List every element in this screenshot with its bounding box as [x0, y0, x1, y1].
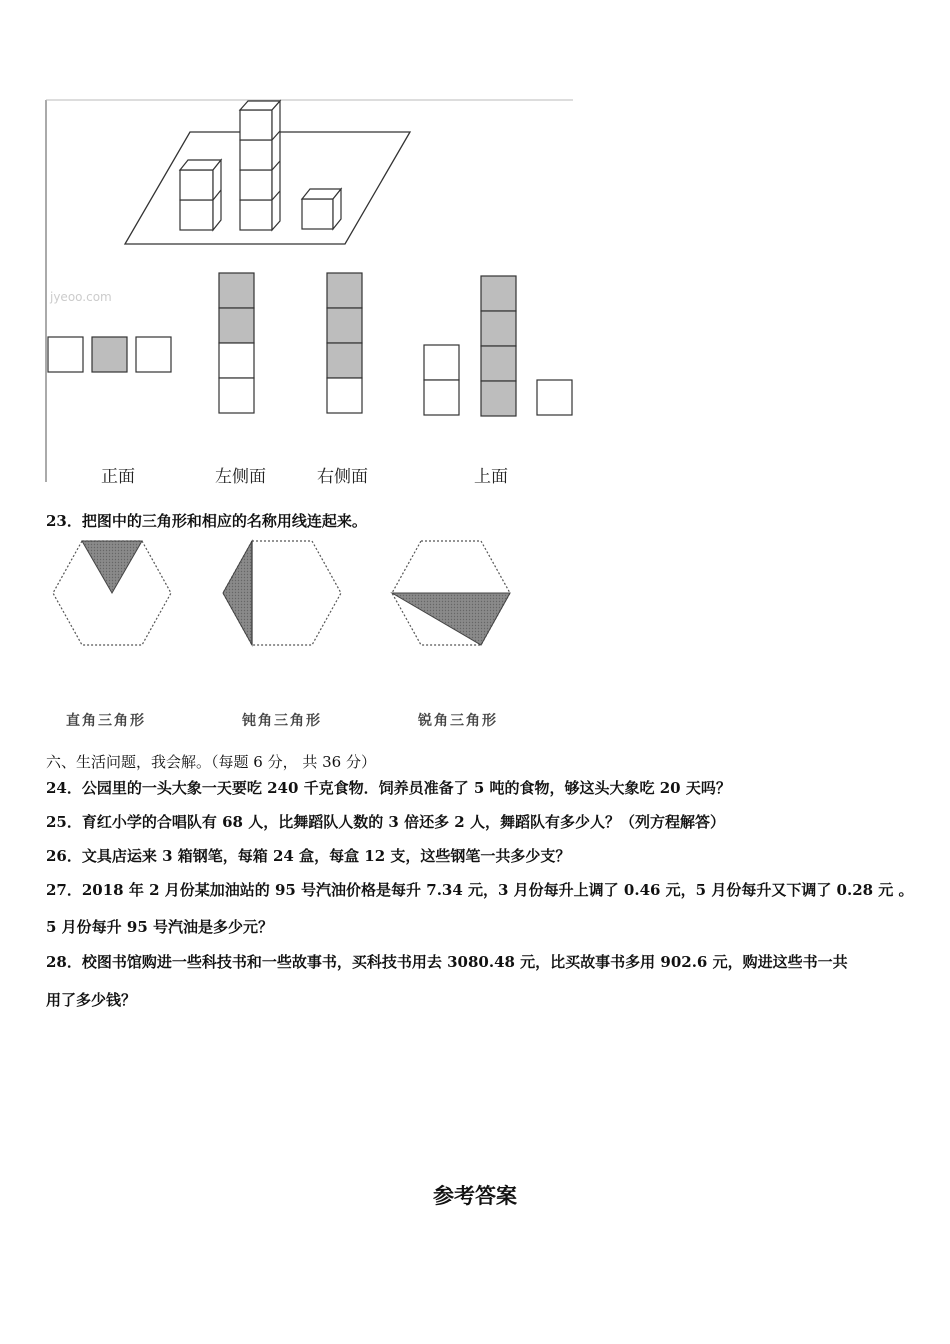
- question-27-cont: 5 月份每升 95 号汽油是多少元？: [46, 918, 273, 936]
- label-acute-triangle: 锐角三角形: [418, 713, 498, 729]
- obtuse-triangle-shape: [223, 541, 252, 645]
- question-28-cont: 用了多少钱？: [46, 991, 137, 1009]
- section-6-title: 六、生活问题，我会解。（每题 6 分， 共 36 分）: [46, 753, 376, 771]
- front-view: [48, 337, 171, 372]
- label-obtuse-triangle: 钝角三角形: [242, 713, 322, 729]
- top-view: [424, 276, 572, 416]
- right-triangle-shape: [392, 593, 510, 645]
- question-24: 24．公园里的一头大象一天要吃 240 千克食物．饲养员准备了 5 吨的食物，够这头大象吃 20 天吗？: [46, 779, 731, 797]
- label-right-side-view: 右侧面: [317, 467, 368, 487]
- cube-single-right: [302, 189, 341, 229]
- watermark: jyeoo.com: [50, 290, 112, 304]
- left-side-view: [219, 273, 254, 413]
- answer-title: 参考答案: [433, 1184, 517, 1208]
- hexagon-2: [223, 541, 341, 645]
- label-top-view: 上面: [474, 467, 508, 487]
- hexagon-3: [392, 541, 510, 645]
- label-right-triangle: 直角三角形: [66, 713, 146, 729]
- cube-stack-middle: [240, 101, 280, 230]
- hexagon-1: [53, 541, 171, 645]
- question-26: 26．文具店运来 3 箱钢笔，每箱 24 盒，每盒 12 支，这些钢笔一共多少支？: [46, 847, 571, 865]
- label-left-side-view: 左侧面: [215, 467, 266, 487]
- label-front-view: 正面: [101, 467, 135, 487]
- question-23: 23．把图中的三角形和相应的名称用线连起来。: [46, 512, 367, 530]
- right-side-view: [327, 273, 362, 413]
- question-25: 25．育红小学的合唱队有 68 人，比舞蹈队人数的 3 倍还多 2 人，舞蹈队有多少人？（列方程解答）: [46, 813, 725, 831]
- cube-stack-left: [180, 160, 221, 230]
- acute-triangle-shape: [82, 541, 142, 593]
- question-28: 28．校图书馆购进一些科技书和一些故事书，买科技书用去 3080.48 元，比买故事书多用 902.6 元，购进这些书一共: [46, 953, 848, 971]
- question-27: 27．2018 年 2 月份某加油站的 95 号汽油价格是每升 7.34 元，3 月份每升上调了 0.46 元，5 月份每升又下调了 0.28 元 。: [46, 881, 914, 899]
